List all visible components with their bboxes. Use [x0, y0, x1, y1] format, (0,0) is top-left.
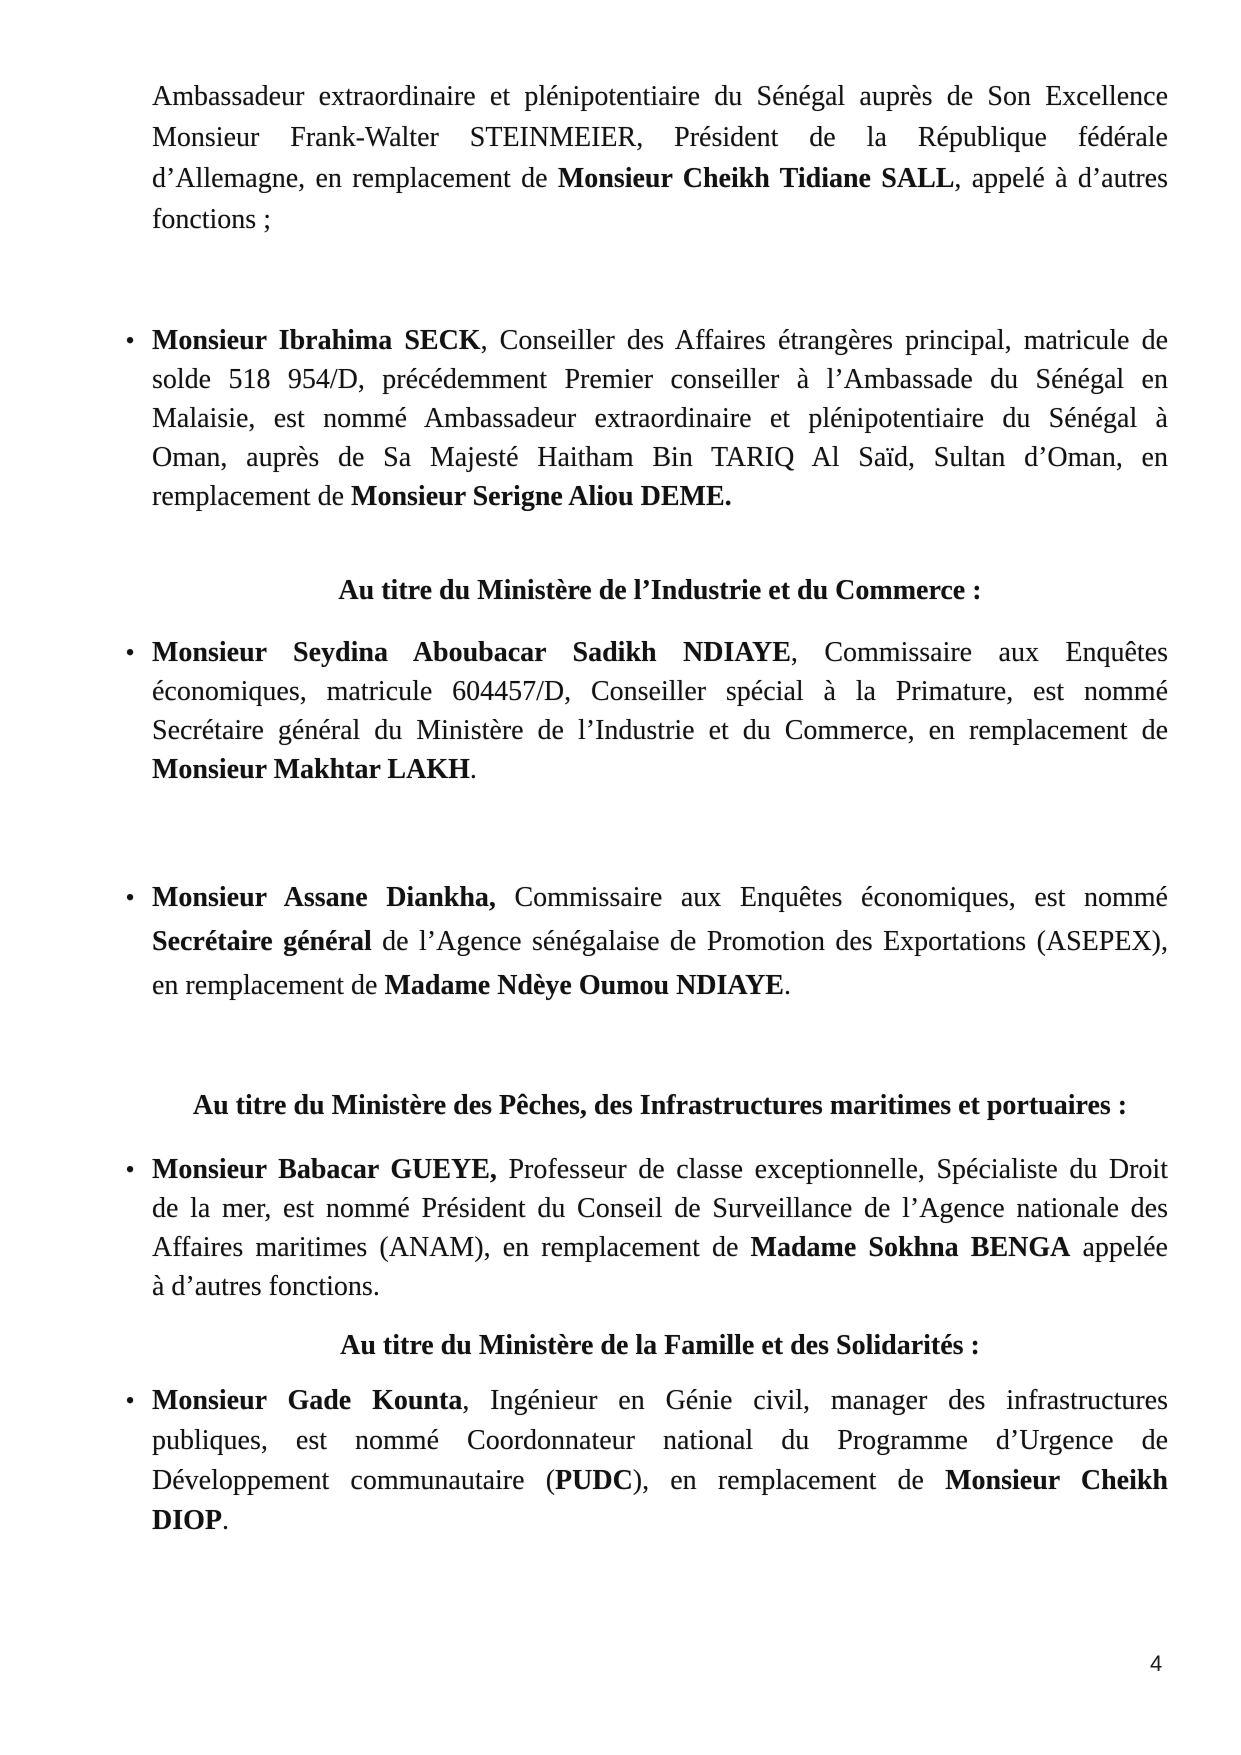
page-number: 4 [1150, 1651, 1163, 1676]
text-run: , appelé à d’autres [954, 163, 1169, 194]
bold-text-run: Monsieur Cheikh Tidiane SALL [557, 163, 955, 194]
bullet-icon: • [125, 1155, 135, 1184]
text-line [152, 876, 1168, 920]
text-line [152, 1189, 1168, 1228]
text-run: Développement communautaire ( [152, 1465, 556, 1496]
text-line [152, 711, 1168, 750]
text-run: . [222, 1505, 229, 1536]
text-run: Secrétaire général du Ministère de l’Industrie et du Commerce, en remplacement de [152, 715, 1168, 746]
text-line [152, 117, 1168, 158]
text-line [152, 1421, 1168, 1461]
text-line [152, 1501, 1168, 1541]
text-run: Oman, auprès de Sa Majesté Haitham Bin TARIQ Al Saïd, Sultan d’Oman, en [152, 442, 1168, 473]
paragraph [125, 633, 1168, 789]
text-run: Au titre du Ministère de la Famille et des Solidarités : [340, 1330, 980, 1361]
bold-text-run: DIOP [152, 1505, 222, 1536]
text-line [152, 477, 1168, 516]
text-line [152, 672, 1168, 711]
text-run: Au titre du Ministère de l’Industrie et du Commerce : [338, 575, 982, 606]
text-run: en remplacement de [152, 970, 385, 1001]
bullet-icon: • [125, 883, 135, 912]
text-run: économiques, matricule 604457/D, Conseiller spécial à la Primature, est nommé [152, 676, 1168, 707]
bullet-icon: • [125, 1386, 135, 1415]
text-run: Ambassadeur extraordinaire et plénipotentiaire du Sénégal auprès de Son Excellence [152, 81, 1168, 112]
text-line [152, 399, 1168, 438]
text-line [152, 199, 1168, 240]
text-line [152, 1381, 1168, 1421]
bold-text-run: Secrétaire général [152, 926, 372, 957]
text-run: d’Allemagne, en remplacement de [152, 163, 558, 194]
paragraph [125, 321, 1168, 516]
text-run: remplacement de [152, 481, 352, 512]
bold-text-run: Monsieur Ibrahima SECK [152, 325, 481, 356]
paragraph [125, 1381, 1169, 1541]
paragraph [152, 76, 1168, 240]
text-run: Malaisie, est nommé Ambassadeur extraordinaire et plénipotentiaire du Sénégal à [152, 403, 1168, 434]
text-run: . [783, 970, 791, 1001]
paragraph [125, 876, 1169, 1008]
text-line [152, 1228, 1168, 1267]
text-line [152, 1326, 1168, 1365]
text-run: Professeur de classe exceptionnelle, Spécialiste du Droit [496, 1154, 1168, 1185]
bold-text-run: Monsieur Makhtar LAKH [152, 754, 470, 785]
text-run: Affaires maritimes (ANAM), en remplacement de [152, 1232, 751, 1263]
bullet-icon: • [125, 326, 135, 355]
text-line [152, 1267, 1168, 1306]
text-run: à d’autres fonctions. [152, 1271, 380, 1302]
bold-text-run: Monsieur Cheikh [945, 1465, 1169, 1496]
text-run: ), en remplacement de [632, 1465, 946, 1496]
text-run: fonctions ; [152, 204, 271, 235]
paragraph [125, 1150, 1168, 1306]
text-line [152, 321, 1168, 360]
text-run: appelée [1070, 1232, 1168, 1263]
bold-text-run: Monsieur Serigne Aliou DEME. [351, 481, 732, 512]
text-run: . [469, 754, 477, 785]
text-run: de l’Agence sénégalaise de Promotion des Exportations (ASEPEX), [371, 926, 1169, 957]
text-run: , Conseiller des Affaires étrangères principal, matricule de [480, 325, 1168, 356]
section-heading [152, 1326, 1168, 1365]
text-line [152, 571, 1168, 610]
text-run: Monsieur Frank-Walter STEINMEIER, Président de la République fédérale [152, 122, 1168, 153]
text-run: solde 518 954/D, précédemment Premier conseiller à l’Ambassade du Sénégal en [152, 364, 1168, 395]
bold-text-run: Monsieur Seydina Aboubacar Sadikh NDIAYE [152, 637, 791, 668]
bold-text-run: Monsieur Babacar GUEYE, [152, 1154, 497, 1185]
text-line [152, 750, 1168, 789]
bold-text-run: Madame Ndèye Oumou NDIAYE [384, 970, 784, 1001]
text-line [152, 1461, 1168, 1501]
text-run: de la mer, est nommé Président du Conseil de Surveillance de l’Agence nationale des [152, 1193, 1168, 1224]
section-heading [152, 1086, 1168, 1125]
section-heading [152, 571, 1168, 610]
text-line [152, 920, 1168, 964]
text-line [152, 360, 1168, 399]
text-line [152, 438, 1168, 477]
bold-text-run: Madame Sokhna BENGA [750, 1232, 1071, 1263]
text-run: , Ingénieur en Génie civil, manager des infrastructures [462, 1385, 1169, 1416]
text-line [152, 964, 1168, 1008]
bold-text-run: Monsieur Assane Diankha, [152, 882, 496, 913]
text-run: Commissaire aux Enquêtes économiques, est nommé [495, 882, 1168, 913]
bullet-icon: • [125, 638, 135, 667]
text-line [152, 158, 1168, 199]
text-line [152, 1150, 1168, 1189]
text-line [152, 76, 1168, 117]
text-run: publiques, est nommé Coordonnateur national du Programme d’Urgence de [152, 1425, 1168, 1456]
text-line [152, 1086, 1168, 1125]
bold-text-run: Monsieur Gade Kounta [152, 1385, 463, 1416]
text-line [152, 633, 1168, 672]
text-run: Au titre du Ministère des Pêches, des Infrastructures maritimes et portuaires : [192, 1090, 1128, 1121]
bold-text-run: PUDC [555, 1465, 633, 1496]
text-run: , Commissaire aux Enquêtes [790, 637, 1168, 668]
